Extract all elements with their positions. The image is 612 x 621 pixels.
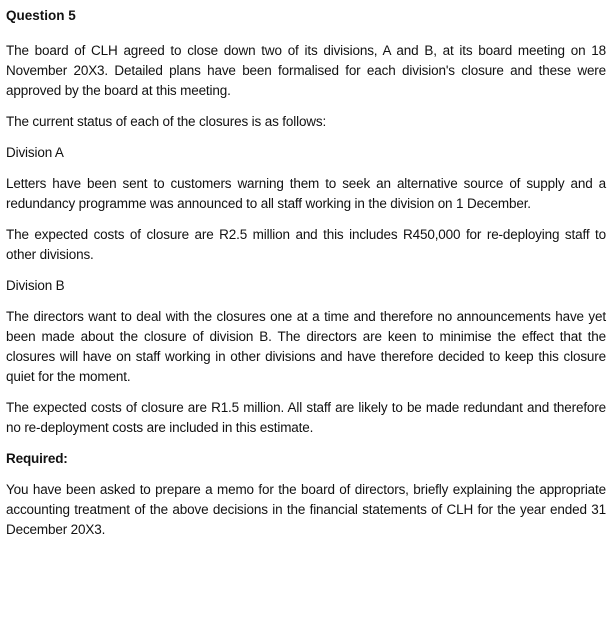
required-heading: Required: bbox=[6, 451, 68, 466]
question-title: Question 5 bbox=[6, 8, 76, 23]
division-a-heading: Division A bbox=[6, 145, 64, 160]
status-intro-paragraph: The current status of each of the closures is as follows: bbox=[6, 114, 327, 129]
division-b-costs-paragraph: The expected costs of closure are R1.5 million. All staff are likely to be made redundant and therefore no re-deployment costs are included in this estimate. bbox=[6, 400, 606, 435]
required-task-paragraph: You have been asked to prepare a memo for the board of directors, briefly explaining the appropriate accounting treatment of the above decisions in the financial statements of CLH for the year ended 31 December 20X3. bbox=[6, 482, 606, 537]
division-b-heading: Division B bbox=[6, 278, 65, 293]
division-a-letters-paragraph: Letters have been sent to customers warning them to seek an alternative source of supply and a redundancy programme was announced to all staff working in the division on 1 December. bbox=[6, 176, 606, 211]
division-b-directors-paragraph: The directors want to deal with the closures one at a time and therefore no announcements have yet been made about the closure of division B. The directors are keen to minimise the effect that the closures will have on staff working in other divisions and have therefore decided to keep this closure quiet for the moment. bbox=[6, 309, 606, 384]
intro-paragraph: The board of CLH agreed to close down two of its divisions, A and B, at its board meeting on 18 November 20X3. Detailed plans have been formalised for each division's closure and these were approved by the board at this meeting. bbox=[6, 43, 606, 98]
division-a-costs-paragraph: The expected costs of closure are R2.5 million and this includes R450,000 for re-deploying staff to other divisions. bbox=[6, 227, 606, 262]
